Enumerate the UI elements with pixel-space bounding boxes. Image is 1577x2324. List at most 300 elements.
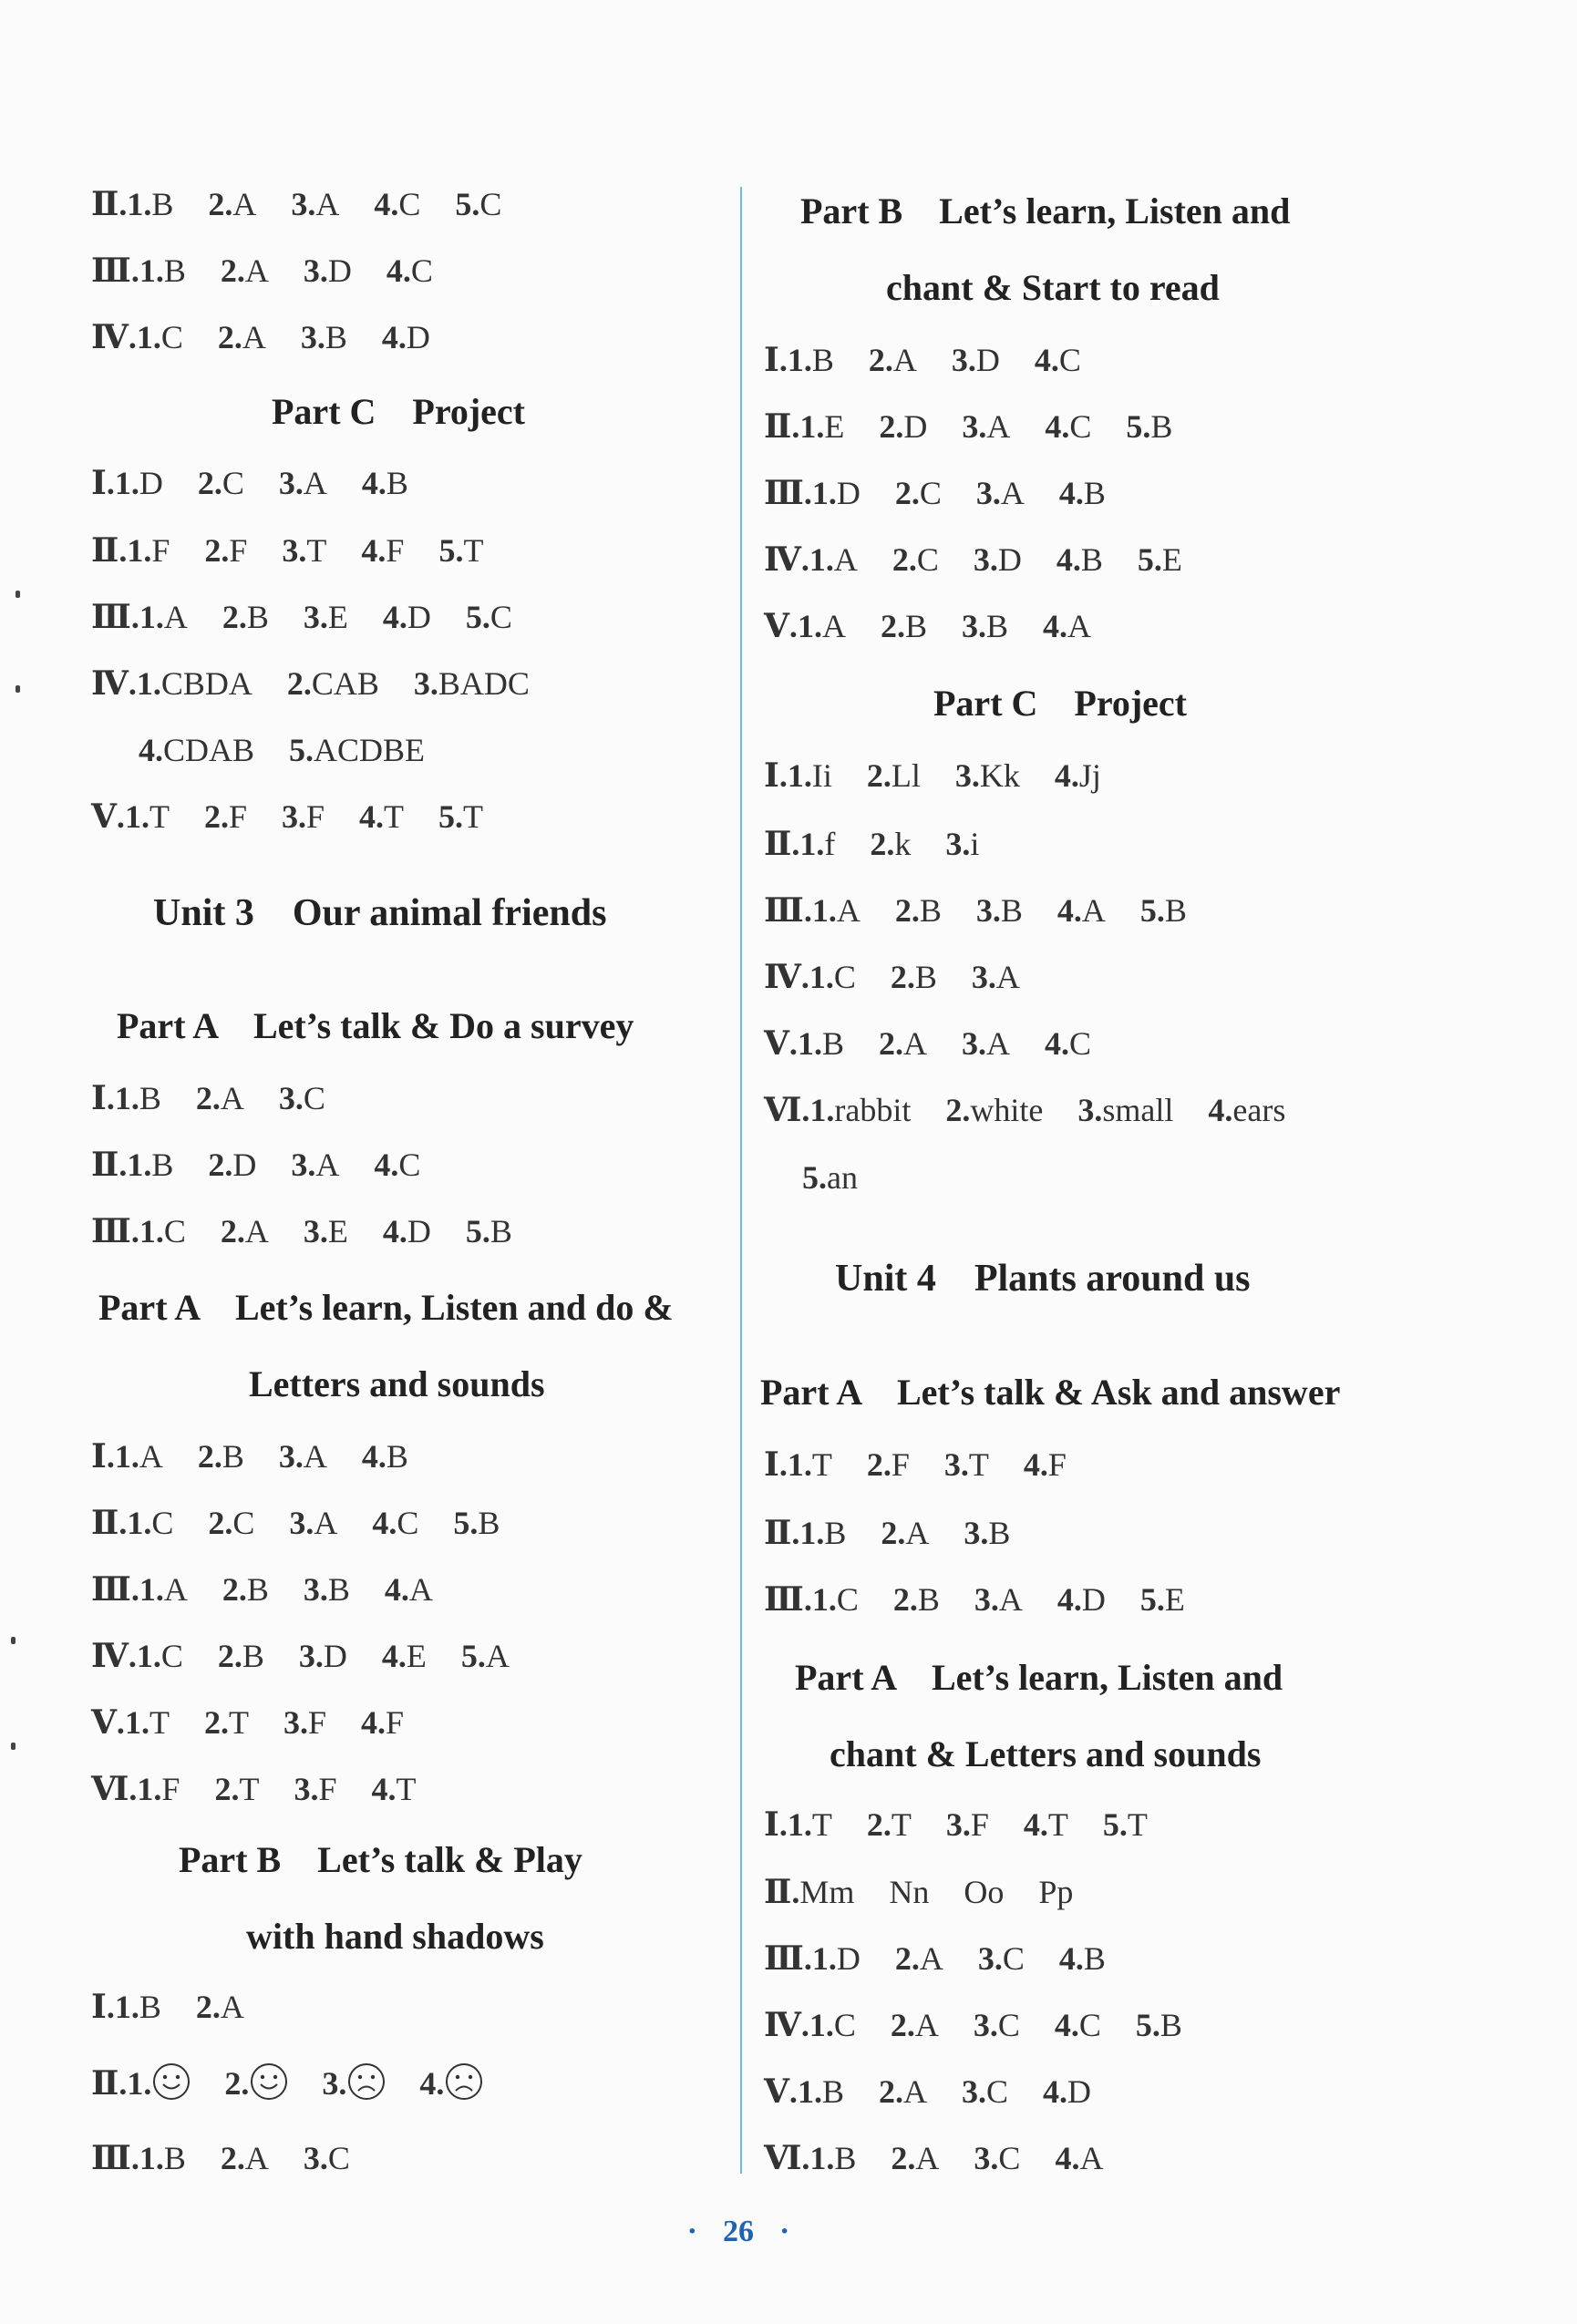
answer-item — [1055, 2007, 1101, 2043]
answer-value: F — [386, 532, 405, 569]
answer-item — [812, 892, 861, 929]
question-number: 1. — [799, 826, 825, 862]
answer-value: BADC — [438, 665, 530, 702]
answer-value: B — [821, 2073, 844, 2110]
unit-3-part-b-heading: Part B Let’s talk & Play — [179, 1839, 582, 1880]
question-number: 5. — [1139, 892, 1165, 929]
answer-value: F — [307, 1704, 326, 1741]
answer-row — [91, 463, 443, 503]
question-number: 2. — [203, 798, 229, 835]
question-number: 1. — [139, 2140, 164, 2176]
answer-row — [91, 1636, 544, 1676]
answer-value: T — [811, 1446, 832, 1483]
answer-value: Oo — [964, 1874, 1005, 1910]
question-number: 1. — [127, 532, 152, 569]
answer-value: A — [220, 1989, 244, 2025]
roman-numeral: Ⅵ. — [764, 2140, 810, 2176]
answer-item — [962, 608, 1008, 644]
answer-item — [221, 252, 269, 289]
unit-4-part-a-talk-heading: Part A Let’s talk & Ask and answer — [760, 1372, 1341, 1413]
answer-value: F — [970, 1806, 989, 1843]
question-number: 4. — [1208, 1092, 1233, 1128]
answer-value: Kk — [979, 757, 1020, 794]
answer-item — [222, 599, 269, 635]
answer-value: A — [315, 186, 340, 222]
answer-item — [974, 1581, 1023, 1618]
question-number: 2. — [866, 757, 892, 794]
answer-value: B — [1083, 475, 1106, 511]
answer-value: A — [985, 1025, 1010, 1062]
page-number-value: 26 — [723, 2215, 754, 2248]
answer-item — [867, 757, 921, 794]
answer-item — [438, 532, 483, 569]
question-number: 2. — [208, 186, 233, 222]
answer-item — [976, 892, 1023, 929]
question-number: 3. — [278, 1080, 304, 1116]
question-number: 1. — [114, 1989, 139, 2025]
answer-item — [879, 1025, 927, 1062]
answer-item — [1035, 342, 1081, 378]
answer-value: F — [891, 1446, 910, 1483]
answer-row — [91, 1702, 438, 1743]
answer-value: F — [318, 1771, 337, 1807]
part-c-heading-right: Part C Project — [933, 683, 1188, 724]
answer-value: A — [163, 599, 188, 635]
answer-value: B — [919, 892, 942, 929]
question-number: 1. — [114, 1080, 139, 1116]
question-number: 4. — [371, 1771, 397, 1807]
question-number: 2. — [892, 1581, 918, 1618]
question-number: 2. — [892, 541, 917, 578]
answer-value: C — [410, 252, 433, 289]
answer-value: C — [998, 2140, 1021, 2176]
question-number: 4. — [1056, 892, 1082, 929]
answer-item — [893, 1581, 940, 1618]
sad-face-icon — [346, 2062, 387, 2102]
answer-value: B — [386, 465, 408, 501]
answer-row — [91, 2138, 385, 2178]
answer-value: D — [407, 1213, 431, 1249]
answer-value: F — [229, 532, 248, 569]
question-number: 1. — [797, 608, 822, 644]
answer-item — [879, 2073, 927, 2110]
answer-row — [91, 317, 465, 357]
answer-item — [208, 1505, 254, 1541]
question-number: 3. — [974, 2140, 999, 2176]
question-number: 1. — [787, 342, 812, 378]
answer-value: E — [406, 1638, 427, 1674]
answer-item — [218, 319, 266, 355]
answer-item — [362, 465, 408, 501]
answer-value: D — [997, 541, 1022, 578]
question-number: 1. — [127, 1147, 152, 1183]
answer-item — [1136, 2007, 1182, 2043]
answer-value: D — [903, 408, 928, 445]
answer-value: B — [914, 959, 937, 995]
answer-value: T — [891, 1806, 912, 1843]
question-number: 4. — [1045, 408, 1070, 445]
answer-value: T — [396, 1771, 417, 1807]
roman-numeral: Ⅰ. — [764, 342, 788, 378]
question-number: 4. — [382, 1213, 407, 1249]
answer-item — [1138, 541, 1182, 578]
answer-item — [359, 798, 404, 835]
question-number: 3. — [300, 319, 325, 355]
answer-value: D — [232, 1147, 257, 1183]
answer-item — [287, 665, 379, 702]
unit-4-title: Unit 4 Plants around us — [835, 1258, 1251, 1300]
question-number: 2. — [880, 608, 905, 644]
question-number: 2. — [208, 1505, 233, 1541]
answer-row — [764, 1090, 1320, 1130]
answer-row — [764, 540, 1217, 580]
answer-item — [1057, 1581, 1106, 1618]
answer-value: D — [836, 1940, 861, 1977]
roman-numeral: Ⅴ. — [764, 1025, 798, 1062]
question-number: 3. — [413, 665, 438, 702]
question-number: 3. — [945, 826, 971, 862]
answer-value: B — [325, 319, 347, 355]
answer-value: B — [1000, 892, 1023, 929]
answer-value: B — [490, 1213, 512, 1249]
answer-item — [809, 541, 858, 578]
answer-row — [91, 251, 468, 291]
question-number: 4. — [374, 1147, 399, 1183]
answer-item — [881, 1515, 929, 1551]
question-number: 2. — [878, 2073, 903, 2110]
question-number: 1. — [809, 1092, 835, 1128]
answer-value: F — [161, 1771, 180, 1807]
answer-item — [892, 541, 939, 578]
question-number: 2. — [881, 1515, 906, 1551]
answer-value: B — [824, 1515, 847, 1551]
answer-item — [1045, 408, 1091, 445]
answer-value: A — [314, 1505, 338, 1541]
answer-item — [383, 599, 431, 635]
answer-item — [879, 408, 927, 445]
answer-item — [374, 186, 420, 222]
answer-row — [91, 530, 518, 571]
question-number: 3. — [945, 1806, 971, 1843]
answer-value: F — [305, 798, 325, 835]
question-number: 3. — [281, 798, 306, 835]
answer-row — [764, 2072, 1126, 2112]
answer-value: B — [242, 1638, 264, 1674]
roman-numeral: Ⅰ. — [91, 1989, 115, 2025]
answer-value: B — [151, 186, 174, 222]
answer-row — [91, 1569, 468, 1609]
answer-value: T — [1047, 1806, 1068, 1843]
answer-row — [764, 1513, 1045, 1553]
answer-item — [438, 798, 483, 835]
roman-numeral: Ⅳ. — [91, 665, 137, 702]
answer-row — [91, 1769, 450, 1809]
answer-row — [764, 1579, 1220, 1620]
answer-value: C — [163, 1213, 186, 1249]
question-number: 5. — [1102, 1806, 1128, 1843]
answer-item — [299, 1638, 347, 1674]
answer-item — [279, 465, 327, 501]
answer-value: C — [833, 2007, 856, 2043]
smiley-face-icon — [249, 2062, 289, 2102]
question-number: 1. — [139, 599, 164, 635]
question-number: 1. — [136, 1638, 161, 1674]
answer-value: B — [246, 599, 269, 635]
answer-item — [139, 252, 186, 289]
question-number: 2. — [197, 465, 222, 501]
roman-numeral: Ⅱ. — [764, 1874, 800, 1910]
answer-value: A — [919, 1940, 943, 1977]
answer-item — [964, 1515, 1010, 1551]
answer-value: C — [398, 186, 421, 222]
question-number: 4. — [1054, 2007, 1079, 2043]
answer-value: C — [833, 959, 856, 995]
answer-item — [788, 342, 834, 378]
answer-item — [1208, 1092, 1285, 1128]
roman-numeral: Ⅲ. — [764, 475, 812, 511]
answer-value: Ll — [891, 757, 921, 794]
answer-item — [221, 2140, 269, 2176]
answer-value: A — [995, 959, 1020, 995]
answer-value: F — [151, 532, 170, 569]
answer-item — [301, 319, 347, 355]
question-number: 4. — [374, 186, 399, 222]
answer-item — [304, 599, 348, 635]
question-number: 5. — [1135, 2007, 1160, 2043]
margin-mark — [11, 1637, 15, 1644]
answer-item — [867, 1446, 910, 1483]
roman-numeral: Ⅰ. — [91, 1438, 115, 1475]
answer-row — [91, 1211, 547, 1251]
question-number: 5. — [453, 1505, 479, 1541]
answer-item — [466, 1213, 512, 1249]
question-number: 2. — [220, 252, 245, 289]
question-number: 4. — [139, 732, 163, 768]
question-number: 1. — [139, 252, 164, 289]
answer-item — [1140, 892, 1187, 929]
answer-item — [139, 1213, 186, 1249]
answer-value: D — [1081, 1581, 1106, 1618]
answer-value: E — [1164, 1581, 1185, 1618]
answer-item — [289, 1505, 337, 1541]
answer-item — [361, 532, 404, 569]
unit-3-part-b-heading-2: with hand shadows — [246, 1916, 544, 1957]
question-number: 3. — [973, 541, 998, 578]
answer-value: A — [408, 1571, 433, 1608]
answer-item — [208, 1147, 256, 1183]
question-number: 1. — [787, 757, 812, 794]
answer-value: C — [479, 186, 502, 222]
roman-numeral: Ⅱ. — [91, 186, 128, 222]
answer-value: ACDBE — [314, 732, 426, 768]
question-number: 3. — [283, 1704, 308, 1741]
answer-value: C — [1058, 342, 1081, 378]
roman-numeral: Ⅲ. — [764, 892, 812, 929]
answer-item — [115, 1080, 161, 1116]
question-number: 1. — [139, 1571, 164, 1608]
answer-item — [962, 408, 1010, 445]
answer-row — [764, 473, 1140, 513]
question-number: 4. — [386, 252, 411, 289]
answer-item — [283, 1704, 326, 1741]
sad-face-icon — [444, 2062, 484, 2102]
answer-item — [282, 798, 325, 835]
answer-item — [282, 532, 326, 569]
answer-item — [1055, 757, 1101, 794]
answer-item — [1038, 1874, 1073, 1910]
question-number: 4. — [1023, 1806, 1048, 1843]
answer-value: C — [303, 1080, 325, 1116]
margin-mark — [15, 685, 20, 693]
answer-value: B — [139, 1989, 161, 2025]
answer-item — [385, 1571, 433, 1608]
answer-item — [115, 1438, 163, 1475]
answer-item — [798, 608, 846, 644]
question-number: 1. — [809, 959, 834, 995]
page-number-dot: · — [686, 2215, 697, 2248]
answer-item — [974, 541, 1022, 578]
answer-item — [891, 2140, 939, 2176]
answer-value: C — [160, 319, 183, 355]
answer-value: A — [902, 2073, 927, 2110]
answer-item — [208, 186, 256, 222]
roman-numeral: Ⅵ. — [764, 1092, 810, 1128]
answer-item — [1043, 608, 1091, 644]
answer-item — [198, 1438, 244, 1475]
roman-numeral: Ⅳ. — [764, 541, 809, 578]
answer-value: A — [139, 1438, 163, 1475]
answer-value: ears — [1232, 1092, 1286, 1128]
answer-value: C — [916, 541, 939, 578]
margin-mark — [15, 591, 20, 598]
answer-row — [91, 184, 536, 224]
answer-value: T — [306, 532, 327, 569]
unit-3-part-a-learn-heading: Part A Let’s learn, Listen and do & — [98, 1287, 674, 1328]
question-number: 4. — [1058, 475, 1084, 511]
question-number: 3. — [964, 1515, 989, 1551]
question-number: 2. — [945, 1092, 971, 1128]
question-number: 2. — [217, 319, 242, 355]
answer-item — [952, 342, 1000, 378]
answer-value: Pp — [1038, 1874, 1074, 1910]
question-number: 3. — [951, 342, 976, 378]
part-b-heading: Part B Let’s learn, Listen and — [800, 190, 1291, 231]
question-number: 1. — [127, 186, 152, 222]
question-number: 1. — [799, 408, 825, 445]
answer-value: small — [1102, 1092, 1174, 1128]
question-number: 3. — [975, 892, 1001, 929]
answer-item — [115, 1989, 161, 2025]
question-number: 4. — [1034, 342, 1059, 378]
answer-item — [204, 798, 247, 835]
answer-item — [891, 959, 937, 995]
answer-item — [291, 1147, 339, 1183]
question-number: 2. — [870, 826, 895, 862]
answer-value: C — [327, 2140, 350, 2176]
answer-value: D — [406, 319, 430, 355]
answer-item — [802, 1159, 858, 1196]
question-number: 3. — [289, 1505, 314, 1541]
question-number: 2. — [891, 2140, 916, 2176]
answer-value: A — [902, 1025, 927, 1062]
answer-item — [453, 1505, 500, 1541]
question-number: 3. — [954, 757, 980, 794]
answer-row — [91, 1987, 279, 2027]
roman-numeral: Ⅲ. — [91, 1213, 139, 1249]
question-number: 1. — [809, 541, 834, 578]
answer-value: B — [163, 252, 186, 289]
answer-value: F — [1047, 1446, 1067, 1483]
question-number: 1. — [787, 1446, 812, 1483]
answer-row — [91, 663, 564, 704]
answer-value: T — [463, 532, 484, 569]
answer-value: B — [327, 1571, 350, 1608]
answer-item — [895, 475, 942, 511]
roman-numeral: Ⅱ. — [91, 1505, 128, 1541]
roman-numeral: Ⅴ. — [91, 798, 125, 835]
answer-value: T — [463, 798, 483, 835]
roman-numeral: Ⅳ. — [764, 2007, 809, 2043]
question-number: 3. — [961, 608, 986, 644]
question-number: 3. — [303, 252, 328, 289]
roman-numeral: Ⅴ. — [764, 2073, 798, 2110]
answer-value: A — [315, 1147, 340, 1183]
unit-3-part-a-talk-heading: Part A Let’s talk & Do a survey — [117, 1005, 634, 1046]
question-number: 5. — [438, 798, 463, 835]
answer-value: B — [222, 1438, 244, 1475]
part-b-heading-2: chant & Start to read — [886, 267, 1220, 308]
question-number: 2. — [208, 1147, 233, 1183]
answer-item — [137, 1638, 183, 1674]
answer-item — [976, 475, 1025, 511]
answer-item — [127, 532, 170, 569]
answer-item — [291, 186, 339, 222]
answer-value: B — [139, 1080, 161, 1116]
answer-item — [945, 826, 979, 862]
answer-item — [1077, 1092, 1173, 1128]
roman-numeral: Ⅵ. — [91, 1771, 138, 1807]
answer-item — [139, 2140, 186, 2176]
question-number: 1. — [809, 2140, 835, 2176]
question-number: 2. — [890, 959, 915, 995]
roman-numeral: Ⅱ. — [91, 532, 128, 569]
answer-item — [962, 2073, 1008, 2110]
answer-item — [1043, 2073, 1091, 2110]
question-number: 3. — [303, 1213, 328, 1249]
answer-value: A — [163, 1571, 188, 1608]
question-number: 1. — [797, 1025, 822, 1062]
question-number: 3. — [303, 2140, 328, 2176]
answer-value: C — [1078, 2007, 1101, 2043]
answer-row — [764, 824, 1014, 864]
answer-value: B — [1150, 408, 1173, 445]
question-number: 5. — [465, 599, 490, 635]
answer-item — [1024, 1446, 1067, 1483]
answer-value: A — [303, 1438, 327, 1475]
answer-item — [809, 959, 856, 995]
question-number: 2. — [866, 1446, 892, 1483]
question-number: 3. — [291, 186, 316, 222]
answer-value: B — [386, 1438, 408, 1475]
answer-value: B — [988, 1515, 1011, 1551]
unit-4-part-a-learn-heading: Part A Let’s learn, Listen and — [795, 1657, 1283, 1698]
question-number: 1. — [124, 798, 149, 835]
answer-item — [1045, 1025, 1091, 1062]
question-number: 5. — [460, 1638, 486, 1674]
answer-item — [137, 1771, 180, 1807]
answer-row — [764, 1805, 1182, 1845]
answer-value: B — [985, 608, 1008, 644]
